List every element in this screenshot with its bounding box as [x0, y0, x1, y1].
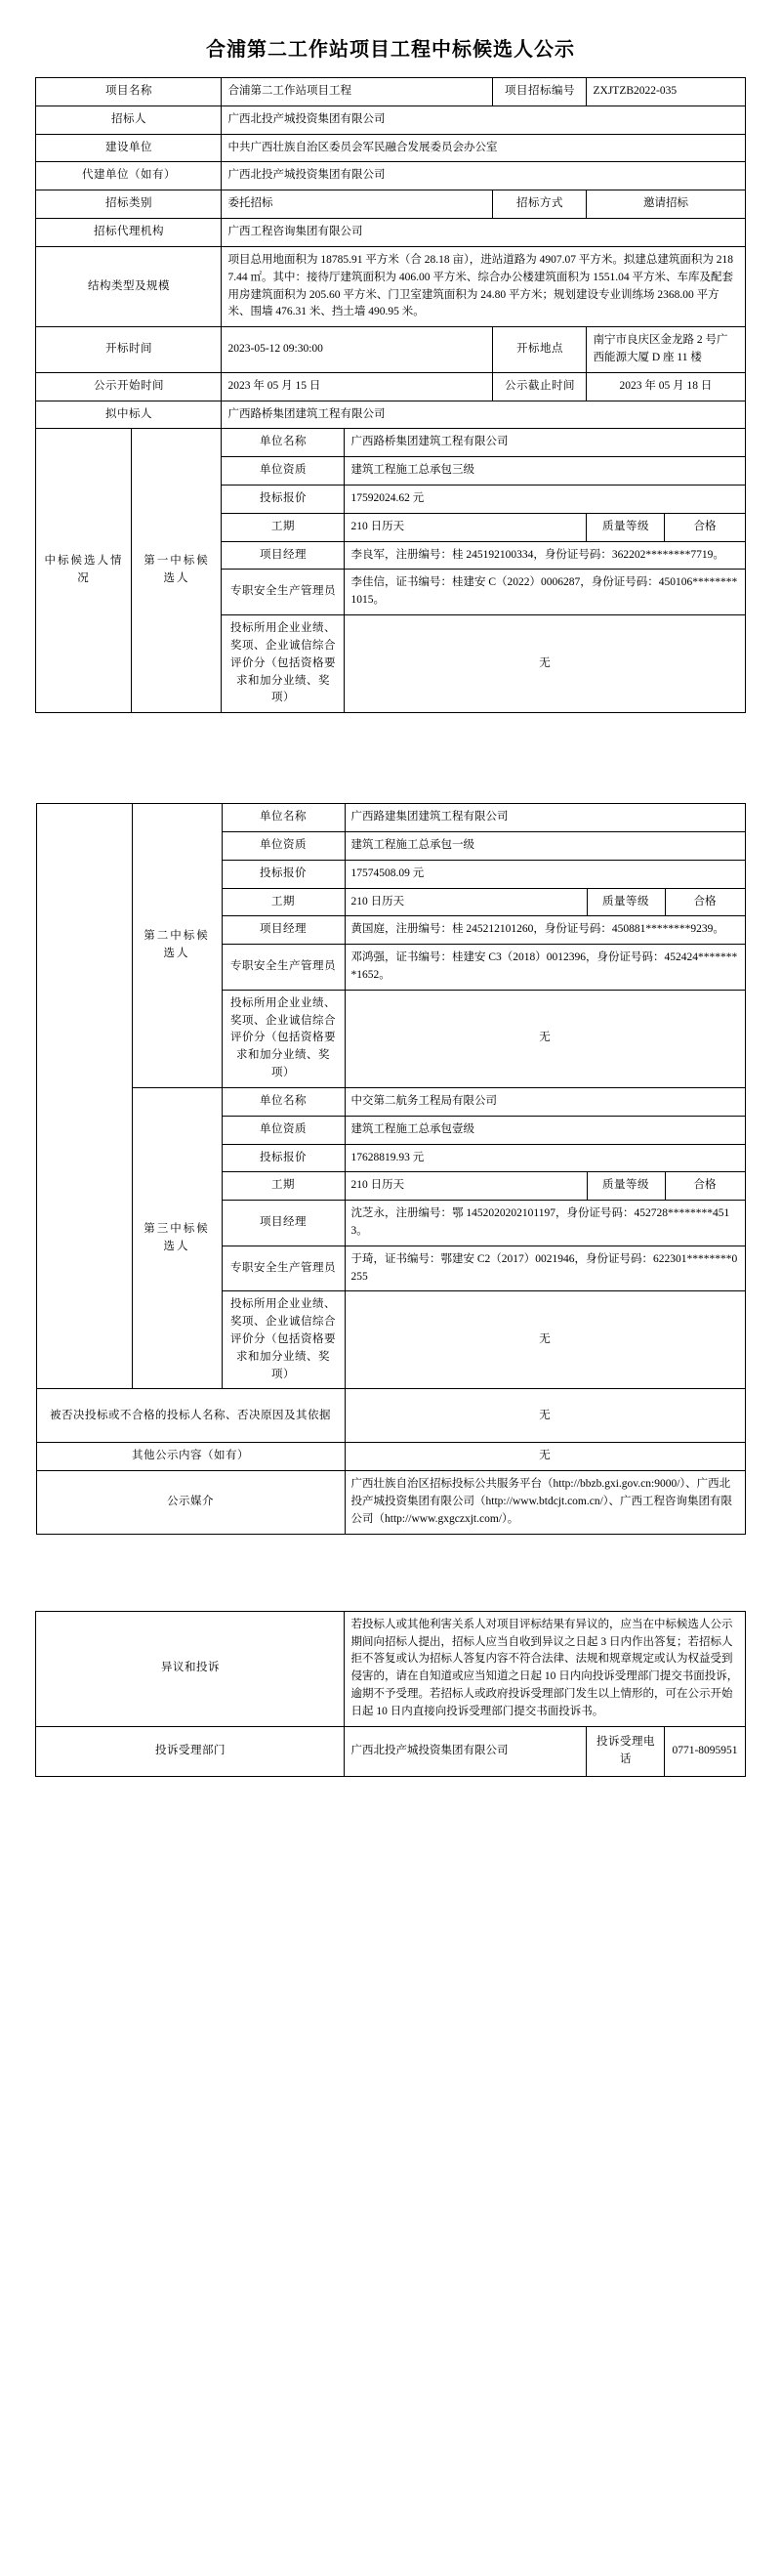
media-value: 广西壮族自治区招标投标公共服务平台（http://bbzb.gxi.gov.cn:9000/）、广西北投产城投资集团有限公司（http://www.btdcjt.com.cn/）、广西工程咨询集团有限公司（http://www.gxgczxjt.com/）。 — [345, 1471, 745, 1534]
unit-name-label: 单位名称 — [222, 429, 345, 457]
table-row — [36, 401, 745, 429]
candidate-label: 拟中标人 — [36, 401, 222, 429]
unit-name-value-1: 广西路桥集团建筑工程有限公司 — [345, 429, 745, 457]
objection-label: 异议和投诉 — [36, 1611, 345, 1726]
unit-name-value-3: 中交第二航务工程局有限公司 — [345, 1087, 745, 1116]
complaint-phone-label: 投诉受理电话 — [587, 1726, 665, 1776]
table-row — [36, 429, 745, 457]
notice-end-value: 2023 年 05 月 18 日 — [587, 372, 745, 401]
bottom-spacer — [0, 1777, 781, 1816]
safety-officer-value-3: 于琦，证书编号：鄂建安 C2（2017）0021946，身份证号码：622301********0255 — [345, 1246, 745, 1291]
duration-value-3: 210 日历天 — [345, 1172, 587, 1201]
table-row — [36, 219, 745, 247]
bid-price-value-1: 17592024.62 元 — [345, 486, 745, 514]
qualification-value-1: 建筑工程施工总承包三级 — [345, 457, 745, 486]
bid-number-value: ZXJTZB2022-035 — [587, 78, 745, 106]
quality-label: 质量等级 — [587, 513, 665, 541]
open-time-value: 2023-05-12 09:30:00 — [222, 327, 493, 373]
project-manager-value-1: 李良军，注册编号：桂 245192100334，身份证号码：362202********7719。 — [345, 541, 745, 570]
table-row — [36, 246, 745, 326]
safety-officer-value-1: 李佳信，证书编号：桂建安 C（2022）0006287，身份证号码：450106********1015。 — [345, 570, 745, 615]
duration-value-1: 210 日历天 — [345, 513, 587, 541]
table-row — [36, 1087, 745, 1116]
complaint-phone-value: 0771-8095951 — [665, 1726, 745, 1776]
bid-method-label: 招标方式 — [493, 190, 587, 219]
tenderer-label: 招标人 — [36, 106, 222, 134]
structure-value: 项目总用地面积为 18785.91 平方米（合 28.18 亩），进站道路为 4907.07 平方米。拟建总建筑面积为 2187.44 ㎡。其中：接待厅建筑面积为 406.00 平方米、综合办公楼建筑面积为 1551.04 平方米、车库及配套用房建筑面积为 205.60 平方米、门卫室建筑面积为 24.80 平方米；规划建设专业训练场 2368.00 平方米、围墙 476.31 米、挡土墙 490.95 米。 — [222, 246, 745, 326]
project-manager-label-3: 项目经理 — [222, 1201, 345, 1246]
table-row — [36, 190, 745, 219]
table-row — [36, 162, 745, 190]
project-name-label: 项目名称 — [36, 78, 222, 106]
table-row — [36, 106, 745, 134]
table-row — [36, 78, 745, 106]
extra-label-3: 投标所用企业业绩、奖项、企业诚信综合评价分（包括资格要求和加分业绩、奖项） — [222, 1291, 345, 1389]
bid-price-value-2: 17574508.09 元 — [345, 860, 745, 888]
bid-type-value: 委托招标 — [222, 190, 493, 219]
open-place-label: 开标地点 — [493, 327, 587, 373]
duration-label: 工期 — [222, 513, 345, 541]
complaint-dept-value: 广西北投产城投资集团有限公司 — [345, 1726, 587, 1776]
table-row — [36, 1443, 745, 1471]
extra-value-3: 无 — [345, 1291, 745, 1389]
qualification-value-2: 建筑工程施工总承包一级 — [345, 831, 745, 860]
table-row — [36, 1611, 745, 1726]
duration-label-3: 工期 — [222, 1172, 345, 1201]
agent-unit-label: 代建单位（如有） — [36, 162, 222, 190]
project-name-value: 合浦第二工作站项目工程 — [222, 78, 493, 106]
quality-label-2: 质量等级 — [587, 888, 665, 916]
structure-label: 结构类型及规模 — [36, 246, 222, 326]
bid-number-label: 项目招标编号 — [493, 78, 587, 106]
table-row — [36, 134, 745, 162]
quality-label-3: 质量等级 — [587, 1172, 665, 1201]
extra-value-2: 无 — [345, 990, 745, 1087]
table-row — [36, 1726, 745, 1776]
project-manager-label: 项目经理 — [222, 541, 345, 570]
project-manager-value-3: 沈芝永，注册编号：鄂 1452020202101197，身份证号码：452728********4513。 — [345, 1201, 745, 1246]
bid-type-label: 招标类别 — [36, 190, 222, 219]
rejected-label: 被否决投标或不合格的投标人名称、否决原因及其依据 — [36, 1389, 345, 1443]
candidate-value: 广西路桥集团建筑工程有限公司 — [222, 401, 745, 429]
qualification-label-2: 单位资质 — [222, 831, 345, 860]
agency-label: 招标代理机构 — [36, 219, 222, 247]
other-content-value: 无 — [345, 1443, 745, 1471]
open-place-value: 南宁市良庆区金龙路 2 号广西能源大厦 D 座 11 楼 — [587, 327, 745, 373]
duration-label-2: 工期 — [222, 888, 345, 916]
notice-start-label: 公示开始时间 — [36, 372, 222, 401]
bid-price-label-2: 投标报价 — [222, 860, 345, 888]
unit-name-label-2: 单位名称 — [222, 804, 345, 832]
extra-label: 投标所用企业业绩、奖项、企业诚信综合评价分（包括资格要求和加分业绩、奖项） — [222, 615, 345, 713]
construction-unit-label: 建设单位 — [36, 134, 222, 162]
page-break-gap-1 — [0, 713, 781, 803]
objection-value: 若投标人或其他利害关系人对项目评标结果有异议的，应当在中标候选人公示期间向招标人提出，招标人应当自收到异议之日起 3 日内作出答复；若招标人拒不答复或认为招标人答复内容不符合法律、法规和规章规定或认为权益受到侵害的，请在自知道或应当知道之日起 10 日内向投诉受理部门提交书面投诉，逾期不予受理。若招标人或政府投诉受理部门发生以上情形的，可在公示开始日起 10 日内直接向投诉受理部门提交书面投诉书。 — [345, 1611, 745, 1726]
safety-officer-value-2: 邓鸿强，证书编号：桂建安 C3（2018）0012396，身份证号码：452424********1652。 — [345, 945, 745, 991]
construction-unit-value: 中共广西壮族自治区委员会军民融合发展委员会办公室 — [222, 134, 745, 162]
other-content-label: 其他公示内容（如有） — [36, 1443, 345, 1471]
table-row — [36, 1389, 745, 1443]
unit-name-label-3: 单位名称 — [222, 1087, 345, 1116]
page-break-gap-2 — [0, 1535, 781, 1611]
safety-officer-label: 专职安全生产管理员 — [222, 570, 345, 615]
extra-value-1: 无 — [345, 615, 745, 713]
table-row — [36, 1471, 745, 1534]
agency-value: 广西工程咨询集团有限公司 — [222, 219, 745, 247]
safety-officer-label-2: 专职安全生产管理员 — [222, 945, 345, 991]
qualification-value-3: 建筑工程施工总承包壹级 — [345, 1116, 745, 1144]
safety-officer-label-3: 专职安全生产管理员 — [222, 1246, 345, 1291]
bid-price-label-3: 投标报价 — [222, 1144, 345, 1172]
bid-price-value-3: 17628819.93 元 — [345, 1144, 745, 1172]
candidate-rank-1: 第一中标候选人 — [132, 429, 222, 713]
media-label: 公示媒介 — [36, 1471, 345, 1534]
quality-value-2: 合格 — [665, 888, 745, 916]
candidates-section-side-2 — [36, 804, 132, 1389]
candidate-rank-3: 第三中标候选人 — [132, 1087, 222, 1389]
complaint-table — [35, 1611, 745, 1777]
project-manager-value-2: 黄国庭，注册编号：桂 245212101260，身份证号码：450881********9239。 — [345, 916, 745, 945]
notice-start-value: 2023 年 05 月 15 日 — [222, 372, 493, 401]
bid-method-value: 邀请招标 — [587, 190, 745, 219]
quality-value-3: 合格 — [665, 1172, 745, 1201]
table-row — [36, 804, 745, 832]
bid-price-label: 投标报价 — [222, 486, 345, 514]
candidates-section-label: 中标候选人情况 — [36, 429, 132, 713]
quality-value-1: 合格 — [665, 513, 745, 541]
rejected-value: 无 — [345, 1389, 745, 1443]
tenderer-value: 广西北投产城投资集团有限公司 — [222, 106, 745, 134]
duration-value-2: 210 日历天 — [345, 888, 587, 916]
open-time-label: 开标时间 — [36, 327, 222, 373]
qualification-label-3: 单位资质 — [222, 1116, 345, 1144]
agent-unit-value: 广西北投产城投资集团有限公司 — [222, 162, 745, 190]
page-title: 合浦第二工作站项目工程中标候选人公示 — [206, 39, 575, 61]
complaint-dept-label: 投诉受理部门 — [36, 1726, 345, 1776]
unit-name-value-2: 广西路建集团建筑工程有限公司 — [345, 804, 745, 832]
candidate-rank-2: 第二中标候选人 — [132, 804, 222, 1088]
table-row — [36, 327, 745, 373]
project-manager-label-2: 项目经理 — [222, 916, 345, 945]
candidates-table-2 — [36, 803, 746, 1535]
table-row — [36, 372, 745, 401]
qualification-label: 单位资质 — [222, 457, 345, 486]
notice-end-label: 公示截止时间 — [493, 372, 587, 401]
extra-label-2: 投标所用企业业绩、奖项、企业诚信综合评价分（包括资格要求和加分业绩、奖项） — [222, 990, 345, 1087]
bid-info-table — [35, 77, 745, 713]
